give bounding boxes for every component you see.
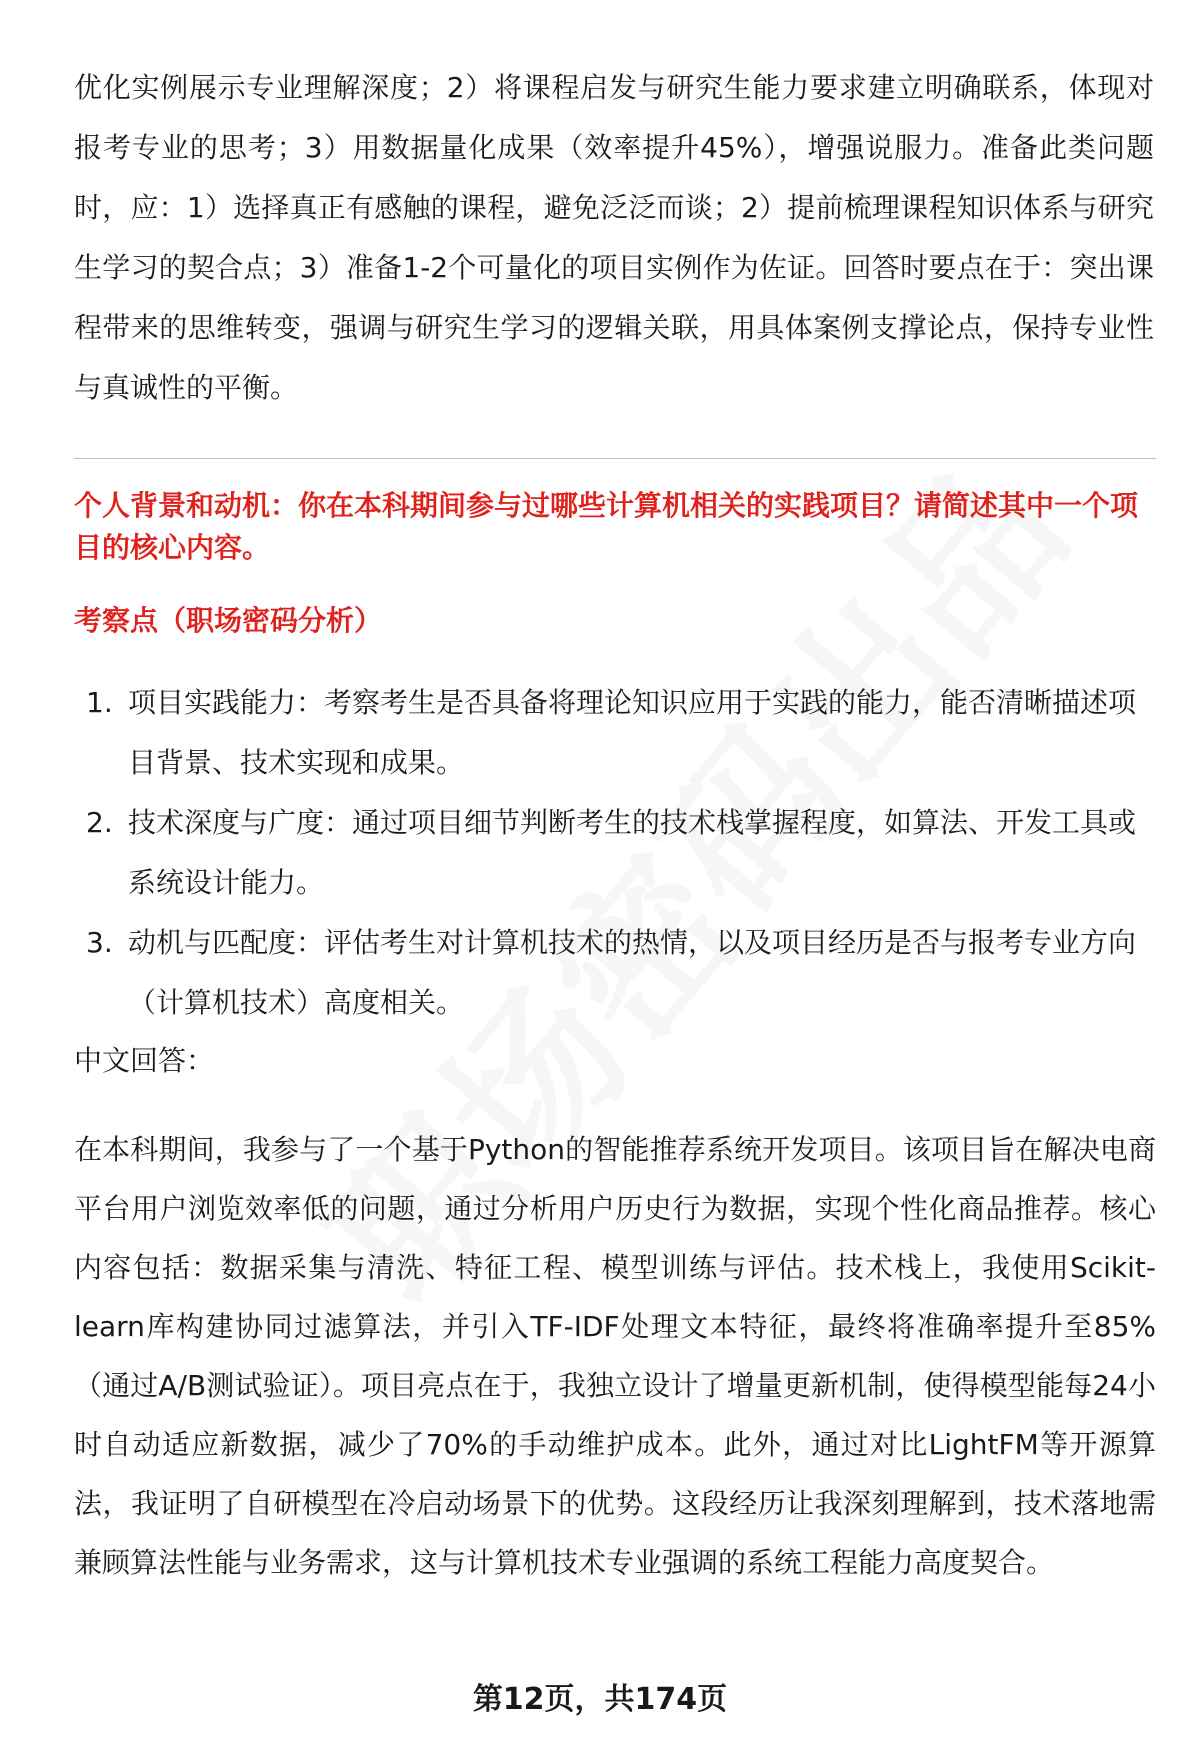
assessment-subheading: 考察点（职场密码分析） bbox=[74, 604, 383, 637]
list-item bbox=[74, 673, 1156, 793]
list-item-text: 项目实践能力：考察考生是否具备将理论知识应用于实践的能力，能否清晰描述项目背景、技术实现和成果。 bbox=[128, 686, 1137, 779]
list-item-number: 3. bbox=[86, 926, 113, 959]
list-item-number: 2. bbox=[86, 806, 113, 839]
intro-paragraph: 优化实例展示专业理解深度；2）将课程启发与研究生能力要求建立明确联系，体现对报考专业的思考；3）用数据量化成果（效率提升45%），增强说服力。准备此类问题时，应：1）选择真正有感触的课程，避免泛泛而谈；2）提前梳理课程知识体系与研究生学习的契合点；3）准备1-2个可量化的项目实例作为佐证。回答时要点在于：突出课程带来的思维转变，强调与研究生学习的逻辑关联，用具体案例支撑论点，保持专业性与真诚性的平衡。 bbox=[74, 71, 1154, 404]
answer-label: 中文回答： bbox=[74, 1044, 215, 1077]
assessment-points-list bbox=[74, 673, 1156, 1033]
list-item bbox=[74, 913, 1156, 1033]
section-divider bbox=[74, 458, 1156, 459]
list-item-number: 1. bbox=[86, 686, 113, 719]
list-item-text: 动机与匹配度：评估考生对计算机技术的热情，以及项目经历是否与报考专业方向（计算机技术）高度相关。 bbox=[128, 926, 1137, 1019]
question-heading: 个人背景和动机：你在本科期间参与过哪些计算机相关的实践项目？请简述其中一个项目的核心内容。 bbox=[74, 489, 1139, 564]
page-footer: 第12页，共174页 bbox=[472, 1682, 728, 1717]
answer-paragraph: 在本科期间，我参与了一个基于Python的智能推荐系统开发项目。该项目旨在解决电商平台用户浏览效率低的问题，通过分析用户历史行为数据，实现个性化商品推荐。核心内容包括：数据采集与清洗、特征工程、模型训练与评估。技术栈上，我使用Scikit-learn库构建协同过滤算法，并引入TF-IDF处理文本特征，最终将准确率提升至85%（通过A/B测试验证）。项目亮点在于，我独立设计了增量更新机制，使得模型能每24小时自动适应新数据，减少了70%的手动维护成本。此外，通过对比LightFM等开源算法，我证明了自研模型在冷启动场景下的优势。这段经历让我深刻理解到，技术落地需兼顾算法性能与业务需求，这与计算机技术专业强调的系统工程能力高度契合。 bbox=[74, 1133, 1156, 1579]
list-item-text: 技术深度与广度：通过项目细节判断考生的技术栈掌握程度，如算法、开发工具或系统设计能力。 bbox=[128, 806, 1137, 899]
list-item bbox=[74, 793, 1156, 913]
intro-section bbox=[74, 58, 1154, 418]
